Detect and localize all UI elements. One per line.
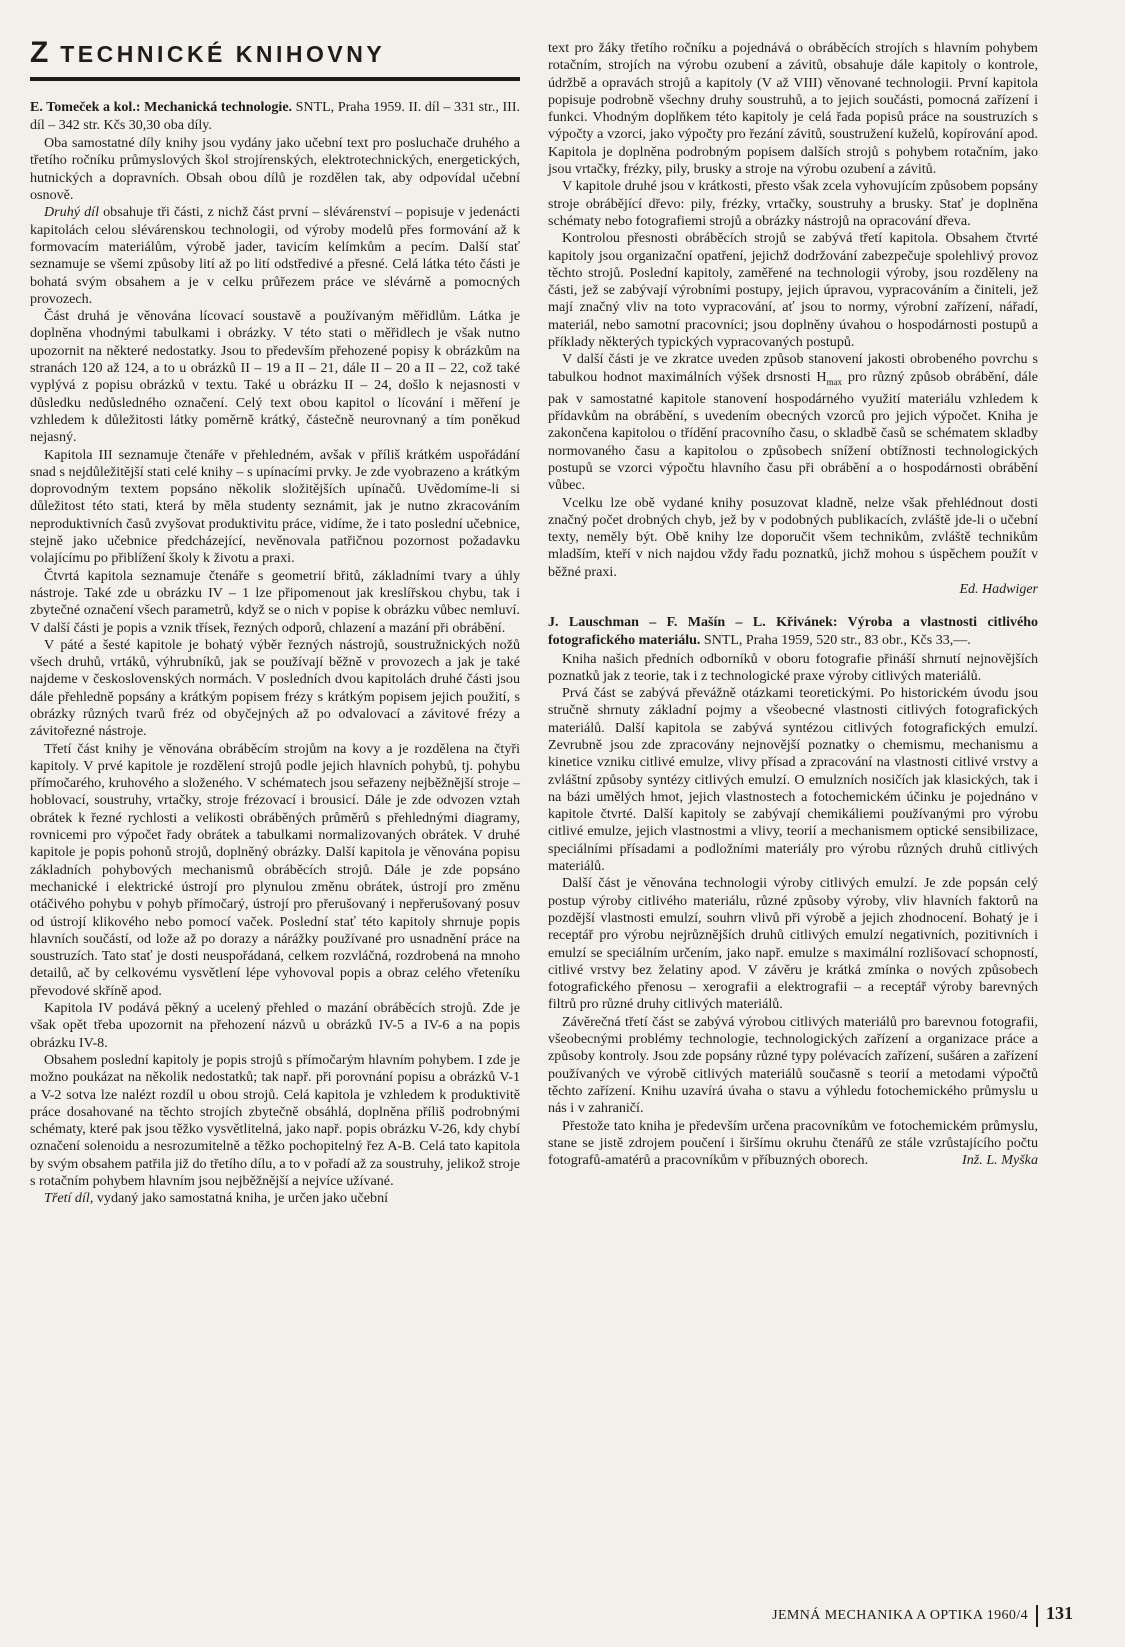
section-title-rule bbox=[30, 77, 520, 81]
review1-paragraph: Kontrolou přesnosti obráběcích strojů se zabývá třetí kapitola. Obsahem čtvrté kapitoly jsou organizační opatření, jejichž dodržování zabezpečuje spolehlivý provoz těchto strojů. Poslední kapitoly, zaměřené na technologii výroby, jsou rozděleny na části, jež se zabývají výrobními postupy, jejich úpravou, vypracováním a činiteli, jež mají značný vliv na toto vypracování, ať jsou to normy, výrobní zařízení, nářadí, materiál, nebo samotní pracovníci; jsou doplněny úvahou o hospodárnosti postupů a příklady některých typických vypracovaných postupů. bbox=[548, 230, 1038, 351]
review1-paragraph: V páté a šesté kapitole je bohatý výběr řezných nástrojů, soustružnických nožů všech druhů, vrtáků, výhrubníků, jak se používají běžně v provozech a jak je také najdeme v československých normách. V posledních dvou kapitolách druhé části jsou dále přehledně popsány a krátkým popisem frézy s krátkým popisem jejich použití, s obrázky různých tvarů fréz od obyčejných až po odvalovací a závitové frézy a závitořezné nástroje. bbox=[30, 636, 520, 740]
review1-paragraph bbox=[548, 351, 1038, 494]
review2-paragraph bbox=[548, 1118, 1038, 1170]
left-column bbox=[30, 0, 520, 1208]
subscript-max: max bbox=[826, 376, 843, 387]
review1-paragraph: Obsahem poslední kapitoly je popis strojů s přímočarým hlavním pohybem. I zde je možno poukázat na několik nedostatků; tak např. při porovnání popisu a obrázků V-1 a V-2 sotva lze nalézt rozdíl u obou strojů. Celá kapitola je vzhledem k produktivitě práce dosahované na těchto strojích zbytečně obsáhlá, doplněna příliš podrobnými schématy, které pak jsou těžko vysvětlitelná, jako např. popis obrázku V-26, kdy chybí označení solenoidu a nesrozumitelně a těžko pochopitelný řez A-B. Celá tato kapitola by svým obsahem patřila již do třetího dílu, a to v pořadí až za soustruhy, jelikož stroje s rotačním pohybem hlavním jsou nejběžnější a nejvíce užívané. bbox=[30, 1051, 520, 1189]
paragraph-text: V další části je ve zkratce uveden způsob stanovení jakosti obrobeného povrchu s tabulkou hodnot maximálních výšek drsnosti H bbox=[548, 351, 1038, 385]
paragraph-text: , vydaný jako samostatná kniha, je určen jako učební bbox=[89, 1190, 389, 1207]
review1-paragraph: Část druhá je věnována lícovací soustavě a používaným měřidlům. Látka je doplněna vhodnými tabulkami i obrázky. V této stati o měřidlech je však nutno upozornit na některé nedostatky. Jsou to především přehozené popisy k obrázkům na stranách 120 až 124, a to u obrázků II – 19 a II – 21, dále II – 20 a II – 22, což také vyplývá z popisu obrázků v textu. Také u obrázku II – 24, došlo k nejasnosti v důsledku nedůsledného označení. Celý text obou kapitol o lícování i měření je vzhledem k důležitosti látky poměrně krátký, částečně neurovnaný a tím poněkud nejasný. bbox=[30, 308, 520, 446]
review1-paragraph: Čtvrtá kapitola seznamuje čtenáře s geometrií břitů, základními tvary a úhly nástroje. Také zde u obrázku IV – 1 lze připomenout jak kreslířskou chybu, tak i zbytečné označení všech parametrů, když se o nich v popise k obrázku vůbec nemluví. V další části je popis a vznik třísek, řezných odporů, chlazení a mazání při obrábění. bbox=[30, 567, 520, 636]
review2-paragraph: Závěrečná třetí část se zabývá výrobou citlivých materiálů pro barevnou fotografii, všeobecnými problémy technologie, technologických zařízení a organizace práce a způsoby kontroly. Jsou zde popsány různé typy polévacích zařízení, sušáren a zařízení používaných ve výrobě citlivých materiálů současně s teorií a metodami výpočtů těchto zařízení. Knihu uzavírá úvaha o stavu a výhledu fotochemického průmyslu u nás i v zahraničí. bbox=[548, 1013, 1038, 1117]
review1-paragraph-continued: text pro žáky třetího ročníku a pojednává o obráběcích strojích s hlavním pohybem rotačním, strojích na výrobu ozubení a závitů, obsahuje dále kapitoly o kontrole, údržbě a opravách strojů a kapitoly (V až VIII) věnované technologii. První kapitola popisuje podrobně všechny druhy soustruhů, a to jejich součásti, pomocná zařízení i funkci. Vhodným doplňkem této kapitoly je celá řada popisů práce na soustruzích s výpočty a vzorci, jako výpočty pro řezání závitů, soustružení kuželů, kopírování apod. Kapitola je doplněna podrobným popisem dalších strojů s pohybem rotačním, jako jsou vrtačky, frézky, pily, brusky a stroje na výrobu ozubení a závitů. bbox=[548, 40, 1038, 178]
page-footer bbox=[772, 1603, 1073, 1627]
paragraph-text: Přestože tato kniha je především určena pracovníkům ve fotochemickém průmyslu, stane se jistě zdrojem poučení i širšímu okruhu čtenářů ze stále vzrůstajícího počtu fotografů-amatérů a pracovníkům v příbuzných oborech. bbox=[548, 1117, 1038, 1169]
review1-paragraph bbox=[30, 1190, 520, 1207]
right-column bbox=[548, 0, 1038, 1169]
review2-paragraph: Další část je věnována technologii výroby citlivých emulzí. Je zde popsán celý postup výroby citlivého materiálu, různé způsoby výroby, vliv hlavních faktorů na pozdější vlastnosti emulzí, souhrn vlivů při výrobě a jejich zhodnocení. Bohatý je i receptář pro výrobu nejrůznějších druhů citlivých emulzí negativních, pozitivních i emulzí se speciálním určením, jako např. emulze s maximální rozlišovací schopností, citlivé vrstvy bez želatiny apod. V závěru je krátká zmínka o nových způsobech fotografického přenosu – xerografii a elektrografii – a receptář výroby barevných filtrů pro různé druhy citlivých materiálů. bbox=[548, 875, 1038, 1013]
review1-paragraph bbox=[30, 204, 520, 308]
page-number: 131 bbox=[1046, 1603, 1073, 1623]
review1-paragraph: Kapitola IV podává pěkný a ucelený přehled o mazání obráběcích strojů. Zde je však opět třeba upozornit na přehození názvů u obrázků IV-5 a IV-6 a na popis obrázku IV-8. bbox=[30, 1000, 520, 1051]
review1-bibliography bbox=[30, 99, 520, 134]
review2-publication-details: SNTL, Praha 1959, 520 str., 83 obr., Kčs 33,—. bbox=[703, 632, 971, 648]
review1-paragraph: Kapitola III seznamuje čtenáře v přehledném, avšak v příliš krátkém uspořádání snad s nejdůležitější stati celé knihy – s upínacími prvky. Je zde vyobrazeno a krátkým doprovodným textem popsáno několik složitějších upínačů. Uvědomíme-li si důležitost této stati, která by měla studenty seznámit, jak je nutno zkracováním neproduktivních časů zvyšovat produktivitu práce, vidíme, že i tato poslední učebnice, stejně jako učebnice předcházející, nevěnovala patřičnou pozornost požadavku volajícímu po přiblížení školy k životu a praxi. bbox=[30, 446, 520, 567]
review1-publication-details: SNTL, Praha 1959. II. díl – 331 str., III. díl – 342 str. Kčs 30,30 oba díly. bbox=[30, 100, 520, 133]
paragraph-text: pro různý způsob obrábění, dále pak v samostatné kapitole stanovení hospodárného využití materiálu vzhledem k přídavkům na obrábění, s uvedením obecných vzorců pro jejich výpočet. Kniha je zakončena kapitolou o třídění pracovního času, o skladbě časů se schématem skladby normovaného času a kapitolou o způsobech snížení obtížnosti technologických postupů se vzorci výpočtu hlavního času při obrábění a o hospodárnosti obrábění vůbec. bbox=[548, 368, 1038, 494]
review2-paragraph: Prvá část se zabývá převážně otázkami teoretickými. Po historickém úvodu jsou stručně shrnuty základní pojmy a všeobecné vlastnosti citlivých fotografických materiálů. Další kapitola se zabývá syntézou citlivých fotografických emulzí. Zevrubně jsou zde zpracovány nejnovější poznatky o chemismu, mechanismu a kinetice vzniku citlivé emulze, vlivy přísad a zpracování na vlastnosti citlivé vrstvy a zvláštní způsoby syntézy citlivých emulzí. O emulzních nosičích jak klasických, tak i na bázi umělých hmot, jejich vlastnostech a fotochemickém účinku je pojednáno v kapitole čtvrté. Další kapitoly se zabývají chemikáliemi používanými pro výrobu citlivé emulze, jejich vlastnostmi a vlivy, teorií a mechanismem optické sensibilizace, speciálními přísadami a podložními materiály pro výrobu různých druhů citlivých materiálů. bbox=[548, 685, 1038, 875]
review1-paragraph: V kapitole druhé jsou v krátkosti, přesto však zcela vyhovujícím způsobem popsány stroje obrábějící dřevo: pily, frézky, vrtačky, soustruhy a brusky. Stať je doplněna schématy nebo fotografiemi strojů a obrázky nástrojů na opracování dřeva. bbox=[548, 178, 1038, 229]
paragraph-text: obsahuje tři části, z nichž část první – slévárenství – popisuje v jedenácti kapitolách celou slévárenskou technologii, od výroby modelů přes formování až k formovacím materiálům, výrobě jader, tavicím kelímkům a pecím. Další stať seznamuje se všemi způsoby lití až po lití odstředivé a přesné. Celá látka této části je bohatá svým obsahem a je v celku průřezem práce ve slévárně a pomocných provozech. bbox=[30, 204, 521, 307]
emphasis-treti-dil: Třetí díl bbox=[44, 1190, 90, 1207]
review2-signature: Inž. L. Myška bbox=[962, 1152, 1038, 1169]
review1-paragraph: Vcelku lze obě vydané knihy posuzovat kladně, nelze však přehlédnout dosti značný počet drobných chyb, jež by v podobných publikacích, zvláště jde-li o učební texty, neměly být. Obě knihy lze doporučit všem technikům, zvláště technikům mladším, kteří v nich najdou vždy řadu poznatků, jichž mohou s úspěchem použít v běžné praxi. bbox=[548, 494, 1038, 580]
review1-paragraph: Oba samostatné díly knihy jsou vydány jako učební text pro posluchače druhého a třetího ročníku průmyslových škol strojírenských, elektrotechnických, energetických, hutnických a dopravních. Obsah obou dílů je rozdělen tak, aby odpovídal učební osnově. bbox=[30, 135, 520, 204]
section-title-text: TECHNICKÉ KNIHOVNY bbox=[60, 41, 386, 67]
review2-author-title: J. Lauschman – F. Mašín – L. Křivánek: Výroba a vlastnosti citlivého fotografického materiálu. bbox=[548, 615, 1038, 648]
section-title-letter: Z bbox=[30, 36, 51, 69]
review2-paragraph: Kniha našich předních odborníků v oboru fotografie přináší shrnutí nejnovějších poznatků jak z teorie, tak i z technologické praxe výroby citlivých materiálů. bbox=[548, 650, 1038, 684]
emphasis-druhy-dil: Druhý díl bbox=[44, 204, 100, 221]
journal-name: JEMNÁ MECHANIKA A OPTIKA 1960/4 bbox=[772, 1608, 1028, 1623]
review1-paragraph: Třetí část knihy je věnována obráběcím strojům na kovy a je rozdělena na čtyři kapitoly. V prvé kapitole je rozdělení strojů podle jejich hlavních pohybů, tj. pohybu přímočarého, kruhového a složeného. V schématech jsou seřazeny nejběžnější stroje – hoblovací, soustruhy, vrtačky, stroje frézovací i brousicí. Dále je zde odvozen vztah obrátek k řezné rychlosti a velikosti obráběných průměrů s přehlednými diagramy, rovnicemi pro výpočet řady obrátek a tabulkami normalizovaných obrátek. V druhé kapitole je popis pohonů strojů, doplněný obrázky. Další kapitola je věnována popisu základních pohybových mechanismů obráběcích strojů. Dále je zde popsáno mechanické i elektrické ústrojí pro plynulou změnu obrátek, ústrojí pro změnu otáčivého pohybu v pohyb přímočarý, ústrojí pro přerušovaný i nepřerušovaný posuv od ústrojí klikového nebo pomocí vaček. Poslední stať této kapitoly shrnuje popis hlavních součástí, od lože až po dorazy a nárážky používané pro usnadnění práce na soustruzích. Tato stať je dosti neuspořádaná, celkem rozvláčná, rozdrobená na mnoho detailů, ač by celkovému vysvětlení lépe vyhovoval popis a obraz celého vřeteníku převodové skříně apod. bbox=[30, 740, 520, 999]
review1-signature: Ed. Hadwiger bbox=[959, 582, 1038, 598]
footer-divider bbox=[1036, 1605, 1038, 1627]
section-title bbox=[30, 38, 520, 69]
review1-author-title: E. Tomeček a kol.: Mechanická technologie. bbox=[30, 100, 293, 115]
review2-bibliography bbox=[548, 614, 1038, 649]
